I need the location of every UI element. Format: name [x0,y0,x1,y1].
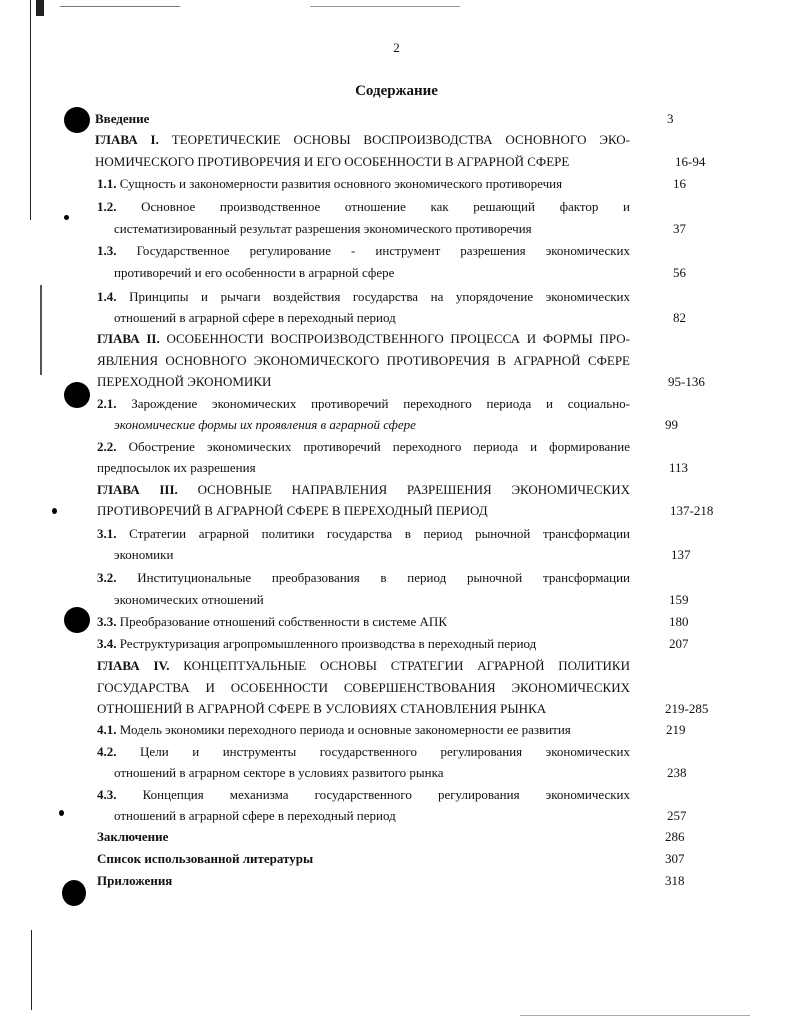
toc-section-4-3-line-2: отношений в аграрной сфере в переходный период [114,808,396,823]
scan-edge-line [40,285,42,375]
scan-top-line [60,6,180,7]
toc-page-1-1: 16 [673,176,686,191]
section-number: 2.2. [97,439,117,454]
toc-page-references: 307 [665,851,685,866]
toc-section-3-1-line-1 [97,526,630,542]
toc-section-3-4 [97,636,536,652]
section-number: 3.2. [97,570,117,585]
chapter-text: ОСОБЕННОСТИ ВОСПРОИЗВОДСТВЕННОГО ПРОЦЕССА И ФОРМЫ ПРО- [166,331,630,346]
toc-page-1-2: 37 [673,221,686,236]
toc-section-2-1-line-1 [97,396,630,412]
speck-mark [59,810,64,816]
chapter-text: ОСНОВНЫЕ НАПРАВЛЕНИЯ РАЗРЕШЕНИЯ ЭКОНОМИЧЕСКИХ [197,482,630,497]
toc-section-1-3-line-1 [97,243,630,259]
toc-chapter-2-line-1 [97,331,630,347]
toc-section-4-3-line-1 [97,787,630,803]
page-number: 2 [393,40,400,55]
toc-chapter-1-line-2: НОМИЧЕСКОГО ПРОТИВОРЕЧИЯ И ЕГО ОСОБЕННОСТИ В АГРАРНОЙ СФЕРЕ [95,154,570,169]
section-number: 4.3. [97,787,117,802]
section-number: 1.2. [97,199,117,214]
section-text: Основное производственное отношение как решающий фактор и [141,199,630,214]
toc-page-chapter-4: 219-285 [665,701,709,716]
toc-section-1-2-line-2: систематизированный результат разрешения экономического противоречия [114,221,532,236]
toc-page-4-3: 257 [667,808,687,823]
toc-section-4-2-line-2: отношений в аграрном секторе в условиях развитого рынка [114,765,444,780]
toc-page-2-2: 113 [669,460,689,475]
toc-section-4-1 [97,722,571,738]
toc-chapter-4-line-1 [97,658,630,674]
section-number: 4.2. [97,744,117,759]
toc-entry-intro: Введение [95,111,150,126]
toc-section-1-4-line-2: отношений в аграрной сфере в переходный период [114,310,396,325]
scan-bottom-line [520,1015,750,1016]
toc-entry-appendix: Приложения [97,873,173,888]
section-text: Стратегии аграрной политики государства в период рыночной трансформации [129,526,630,541]
section-number: 3.1. [97,526,117,541]
section-number: 2.1. [97,396,117,411]
punch-hole-mark [64,607,90,633]
scan-edge-line [31,930,32,1010]
toc-page-3-1: 137 [671,547,691,562]
toc-chapter-2-line-2: ЯВЛЕНИЯ ОСНОВНОГО ЭКОНОМИЧЕСКОГО ПРОТИВОРЕЧИЯ В АГРАРНОЙ СФЕРЕ [97,353,630,368]
toc-page-chapter-2: 95-136 [668,374,705,389]
punch-hole-mark [62,880,86,906]
toc-section-1-4-line-1 [97,289,630,305]
section-text: Принципы и рычаги воздействия государства на упорядочение экономических [129,289,630,304]
toc-page-4-1: 219 [666,722,686,737]
toc-page-3-2: 159 [669,592,689,607]
toc-page-2-1: 99 [665,417,678,432]
section-text: Цели и инструменты государственного регулирования экономических [140,744,630,759]
speck-mark [52,508,57,514]
toc-page-chapter-1: 16-94 [675,154,706,169]
toc-section-1-2-line-1 [97,199,630,215]
chapter-label: ГЛАВА III. [97,482,178,497]
toc-entry-references: Список использованной литературы [97,851,314,866]
chapter-label: ГЛАВА II. [97,331,160,346]
chapter-text: КОНЦЕПТУАЛЬНЫЕ ОСНОВЫ СТРАТЕГИИ АГРАРНОЙ ПОЛИТИКИ [183,658,630,673]
toc-section-1-1 [97,176,562,192]
speck-mark [64,215,69,220]
toc-chapter-4-line-2: ГОСУДАРСТВА И ОСОБЕННОСТИ СОВЕРШЕНСТВОВАНИЯ ЭКОНОМИЧЕСКИХ [97,680,630,695]
punch-hole-mark [64,107,90,133]
section-text: Институциональные преобразования в период рыночной трансформации [137,570,630,585]
toc-page-conclusion: 286 [665,829,685,844]
section-number: 3.4. [97,636,117,651]
section-number: 1.1. [97,176,117,191]
toc-page-4-2: 238 [667,765,687,780]
toc-section-3-1-line-2: экономики [114,547,174,562]
toc-section-3-2-line-2: экономических отношений [114,592,264,607]
scan-edge-line [30,0,31,220]
section-number: 1.4. [97,289,117,304]
section-text: Государственное регулирование - инструмент разрешения экономических [136,243,630,258]
section-number: 3.3. [97,614,117,629]
chapter-text: ТЕОРЕТИЧЕСКИЕ ОСНОВЫ ВОСПРОИЗВОДСТВА ОСНОВНОГО ЭКО- [171,132,630,147]
toc-page-3-3: 180 [669,614,689,629]
toc-page-3-4: 207 [669,636,689,651]
scan-corner-mark [36,0,44,16]
section-text: Обострение экономических противоречий переходного периода и формирование [128,439,630,454]
section-text: Преобразование отношений собственности в системе АПК [119,614,447,629]
toc-section-2-2-line-1 [97,439,630,455]
scan-top-line [310,6,460,7]
section-text: Сущность и закономерности развития основного экономического противоречия [119,176,563,191]
section-number: 4.1. [97,722,117,737]
section-text: Концепция механизма государственного регулирования экономических [142,787,630,802]
toc-entry-conclusion: Заключение [97,829,169,844]
section-text: Реструктуризация агропромышленного производства в переходный период [119,636,537,651]
toc-chapter-4-line-3: ОТНОШЕНИЙ В АГРАРНОЙ СФЕРЕ В УСЛОВИЯХ СТАНОВЛЕНИЯ РЫНКА [97,701,547,716]
toc-title: Содержание [355,83,438,99]
toc-chapter-3-line-2: ПРОТИВОРЕЧИЙ В АГРАРНОЙ СФЕРЕ В ПЕРЕХОДНЫЙ ПЕРИОД [97,503,488,518]
section-text: Зарождение экономических противоречий переходного периода и социально- [131,396,630,411]
toc-section-1-3-line-2: противоречий и его особенности в аграрной сфере [114,265,395,280]
toc-section-3-2-line-1 [97,570,630,586]
toc-section-2-2-line-2: предпосылок их разрешения [97,460,256,475]
toc-page-1-3: 56 [673,265,686,280]
toc-page-intro: 3 [667,111,674,126]
toc-chapter-2-line-3: ПЕРЕХОДНОЙ ЭКОНОМИКИ [97,374,272,389]
toc-section-2-1-line-2: экономические формы их проявления в аграрной сфере [114,417,416,432]
toc-page-appendix: 318 [665,873,685,888]
toc-chapter-1-line-1 [95,132,630,148]
toc-page-1-4: 82 [673,310,686,325]
toc-page-chapter-3: 137-218 [670,503,714,518]
punch-hole-mark [64,382,90,408]
chapter-label: ГЛАВА I. [95,132,159,147]
section-number: 1.3. [97,243,117,258]
chapter-label: ГЛАВА IV. [97,658,170,673]
toc-section-3-3 [97,614,447,630]
toc-chapter-3-line-1 [97,482,630,498]
toc-section-4-2-line-1 [97,744,630,760]
section-text: Модель экономики переходного периода и основные закономерности ее развития [119,722,571,737]
